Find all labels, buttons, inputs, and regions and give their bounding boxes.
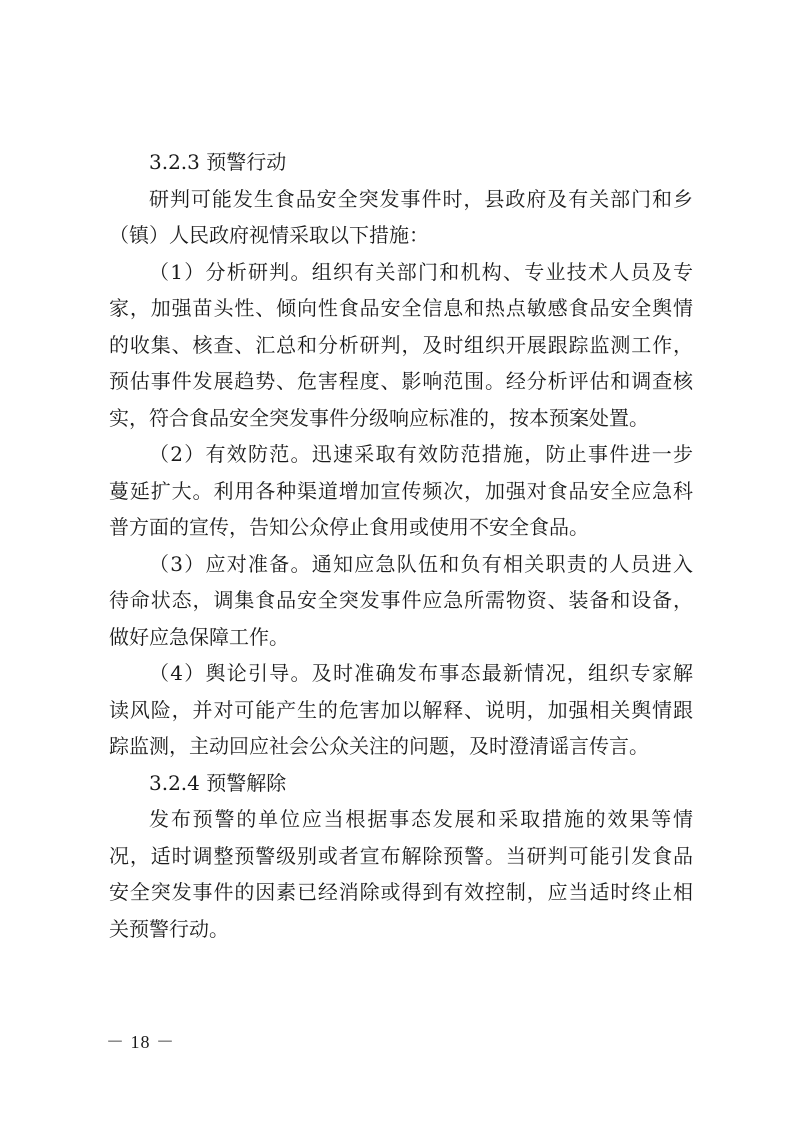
paragraph-line: 家，加强苗头性、倾向性食品安全信息和热点敏感食品安全舆情 — [109, 296, 693, 320]
paragraph-line: 关预警行动。 — [109, 916, 229, 941]
page-number: － 18 － — [106, 1032, 175, 1052]
paragraph-line: （4）舆论引导。及时准确发布事态最新情况，组织专家解 — [149, 661, 693, 685]
paragraph-line: （2）有效防范。迅速采取有效防范措施，防止事件进一步 — [149, 442, 693, 466]
paragraph-line: 蔓延扩大。利用各种渠道增加宣传频次，加强对食品安全应急科 — [109, 478, 693, 503]
paragraph-line: （1）分析研判。组织有关部门和机构、专业技术人员及专 — [149, 259, 693, 284]
paragraph-line: 实，符合食品安全突发事件分级响应标准的，按本预案处置。 — [109, 405, 649, 430]
paragraph-line: 研判可能发生食品安全突发事件时，县政府及有关部门和乡 — [149, 186, 693, 211]
paragraph-line: 况，适时调整预警级别或者宣布解除预警。当研判可能引发食品 — [109, 843, 693, 868]
section-heading-3-2-3: 3.2.3 预警行动 — [149, 150, 287, 174]
paragraph-line: 读风险，并对可能产生的危害加以解释、说明，加强相关舆情跟 — [109, 697, 693, 722]
section-heading-3-2-4: 3.2.4 预警解除 — [149, 770, 287, 795]
paragraph-line: 预估事件发展趋势、危害程度、影响范围。经分析评估和调查核 — [109, 369, 693, 393]
paragraph-line: 的收集、核查、汇总和分析研判，及时组织开展跟踪监测工作， — [109, 332, 693, 357]
document-body — [109, 144, 693, 947]
paragraph-line: 做好应急保障工作。 — [109, 624, 289, 649]
paragraph-line: 发布预警的单位应当根据事态发展和采取措施的效果等情 — [149, 807, 693, 831]
paragraph-line: 普方面的宣传，告知公众停止食用或使用不安全食品。 — [109, 515, 589, 539]
paragraph-line: 安全突发事件的因素已经消除或得到有效控制，应当适时终止相 — [109, 880, 693, 904]
paragraph-line: （镇）人民政府视情采取以下措施： — [109, 223, 429, 247]
paragraph-line: 待命状态，调集食品安全突发事件应急所需物资、装备和设备， — [109, 588, 693, 612]
paragraph-line: （3）应对准备。通知应急队伍和负有相关职责的人员进入 — [149, 551, 693, 576]
paragraph-line: 踪监测，主动回应社会公众关注的问题，及时澄清谣言传言。 — [109, 734, 649, 758]
